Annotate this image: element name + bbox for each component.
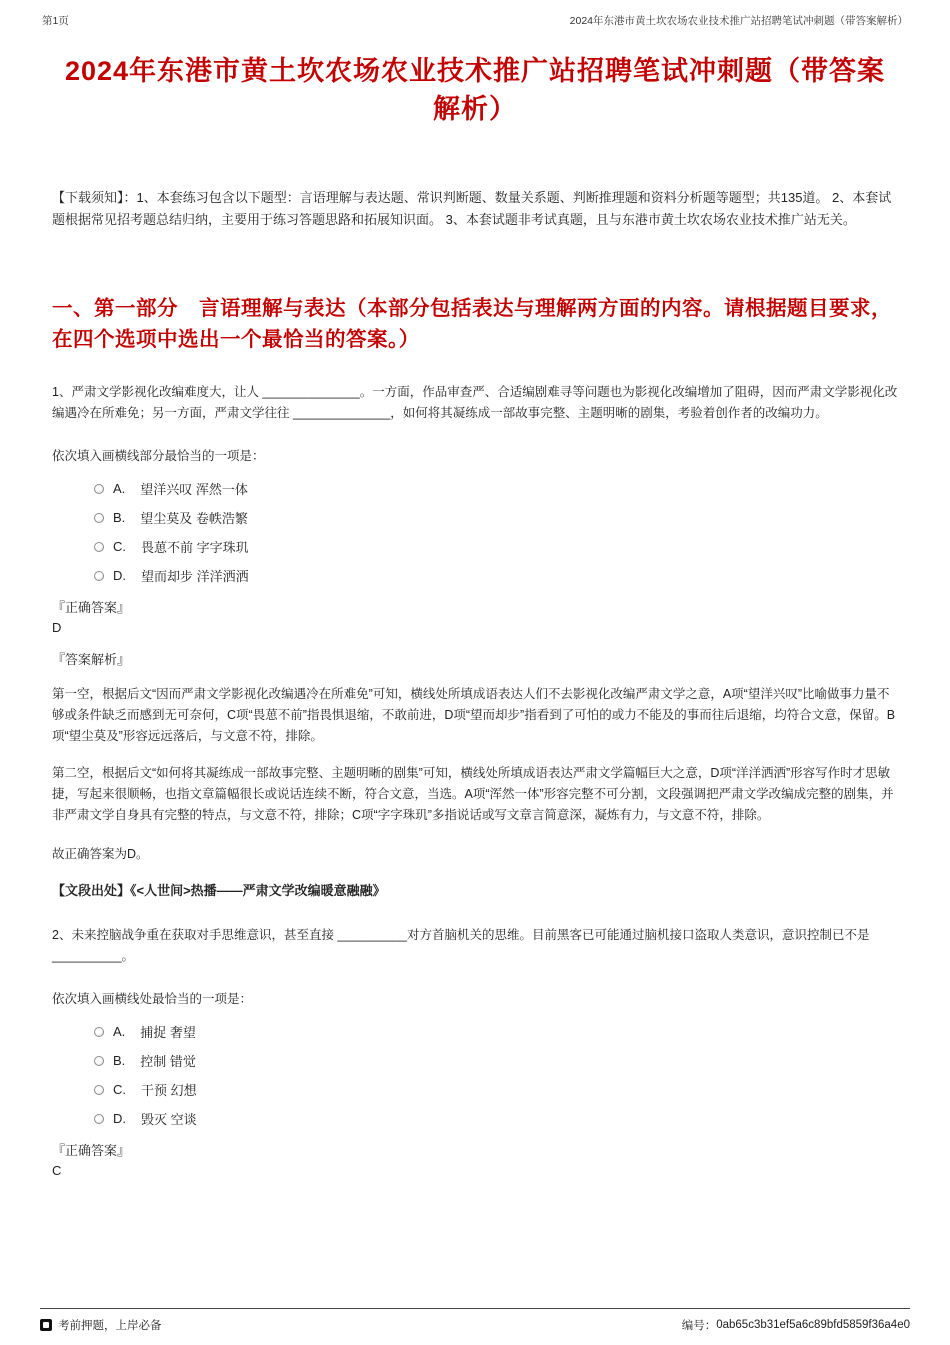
passage-source: 【文段出处】《<人世间>热播——严肃文学改编暖意融融》	[52, 883, 386, 899]
option-row-d[interactable]	[94, 1109, 898, 1128]
radio-icon[interactable]	[94, 1056, 104, 1066]
option-row-a[interactable]	[94, 1022, 898, 1041]
options-list	[94, 1022, 898, 1128]
option-label: B.	[113, 510, 126, 526]
option-text: 捕捉 奢望	[140, 1025, 196, 1041]
options-list	[94, 479, 898, 585]
page-header	[0, 0, 950, 32]
analysis-paragraph: 第二空，根据后文“如何将其凝练成一部故事完整、主题明晰的剧集”可知，横线处所填成语表达严肃文学篇幅巨大之意，D项“洋洋洒洒”形容写作时才思敏捷，写起来很顺畅，也指文章篇幅很长或说话连续不断，符合文意，当选。A项“浑然一体”形容完整不可分割，文段强调把严肃文学改编成完整的剧集，并非严肃文学自身具有完整的特点，与文意不符，排除；C项“字字珠玑”多指说话或写文章言简意深，凝炼有力，与文意不符，排除。	[52, 766, 894, 823]
page-content	[0, 32, 950, 1308]
fill-prompt: 依次填入画横线部分最恰当的一项是：	[52, 449, 265, 464]
option-row-a[interactable]	[94, 479, 898, 498]
option-text: 望而却步 洋洋洒洒	[141, 569, 249, 585]
option-text: 干预 幻想	[141, 1083, 197, 1099]
footer-right	[682, 1317, 910, 1333]
option-label: C.	[113, 1082, 126, 1098]
option-row-b[interactable]	[94, 508, 898, 527]
section-heading: 一、第一部分 言语理解与表达（本部分包括表达与理解两方面的内容。请根据题目要求，在四个选项中选出一个最恰当的答案。）	[52, 296, 892, 352]
option-label: A.	[113, 1024, 126, 1040]
header-page-number: 第1页	[42, 15, 69, 27]
header-doc-title: 2024年东港市黄土坎农场农业技术推广站招聘笔试冲刺题（带答案解析）	[569, 15, 908, 27]
option-text: 望洋兴叹 浑然一体	[140, 482, 248, 498]
option-row-c[interactable]	[94, 537, 898, 556]
footer-serial-label: 编号：	[681, 1320, 717, 1332]
fill-prompt: 依次填入画横线处最恰当的一项是：	[52, 992, 253, 1007]
radio-icon[interactable]	[94, 513, 104, 523]
option-label: D.	[113, 1111, 126, 1127]
footer-serial-value: 0ab65c3b31ef5a6c89bfd5859f36a4e0	[716, 1319, 910, 1331]
correct-answer-value: D	[52, 620, 62, 636]
radio-icon[interactable]	[94, 1085, 104, 1095]
radio-icon[interactable]	[94, 571, 104, 581]
option-label: A.	[113, 481, 126, 497]
radio-icon[interactable]	[94, 1027, 104, 1037]
option-text: 望尘莫及 卷帙浩繁	[140, 511, 248, 527]
download-notice: 【下载须知】：1、本套练习包含以下题型：言语理解与表达题、常识判断题、数量关系题、判断推理题和资料分析题等题型；共135道。 2、本套试题根据常见招考题总结归纳，主要用于练习答题思路和拓展知识面。 3、本套试题非考试真题，且与东港市黄土坎农场农业技术推广站无关。	[52, 189, 892, 227]
option-row-c[interactable]	[94, 1080, 898, 1099]
option-label: D.	[113, 568, 126, 584]
option-text: 控制 错觉	[140, 1054, 196, 1070]
option-text: 毁灭 空谈	[141, 1112, 197, 1128]
analysis-label: 『答案解析』	[52, 652, 131, 668]
radio-icon[interactable]	[94, 1114, 104, 1124]
correct-answer-label: 『正确答案』	[52, 600, 131, 616]
correct-answer-value: C	[52, 1163, 62, 1179]
option-label: C.	[113, 539, 126, 555]
page-title: 2024年东港市黄土坎农场农业技术推广站招聘笔试冲刺题（带答案解析）	[64, 56, 886, 125]
option-row-b[interactable]	[94, 1051, 898, 1070]
stamp-icon	[40, 1319, 52, 1331]
radio-icon[interactable]	[94, 542, 104, 552]
question-block-2	[52, 925, 898, 1178]
question-stem: 2、未来控脑战争重在获取对手思维意识，甚至直接 __________对方首脑机关的思维。目前黑客已可能通过脑机接口盗取人类意识，意识控制已不是 __________。	[52, 928, 870, 964]
question-block-1	[52, 382, 898, 899]
option-row-d[interactable]	[94, 566, 898, 585]
footer-left	[40, 1317, 162, 1333]
page-footer	[40, 1308, 910, 1333]
option-text: 畏葸不前 字字珠玑	[141, 540, 249, 556]
answer-conclusion: 故正确答案为D。	[52, 847, 149, 862]
option-label: B.	[113, 1053, 126, 1069]
correct-answer-label: 『正确答案』	[52, 1143, 131, 1159]
question-stem: 1、严肃文学影视化改编难度大，让人 ______________。一方面，作品审查严、合适编剧难寻等问题也为影视化改编增加了阻碍，因而严肃文学影视化改编遇冷在所难免；另一方面，严肃文学往往 ______________，如何将其凝练成一部故事完整、主题明晰的剧集，考验着创作者的改编功力。	[52, 385, 898, 421]
footer-slogan: 考前押题，上岸必备	[58, 1320, 162, 1332]
analysis-paragraph: 第一空，根据后文“因而严肃文学影视化改编遇冷在所难免”可知，横线处所填成语表达人们不去影视化改编严肃文学之意，A项“望洋兴叹”比喻做事力量不够或条件缺乏而感到无可奈何，C项“畏葸不前”指畏惧退缩，不敢前进，D项“望而却步”指看到了可怕的或力不能及的事而往后退缩，均符合文意，保留。B项“望尘莫及”形容远远落后，与文意不符，排除。	[52, 687, 896, 744]
radio-icon[interactable]	[94, 484, 104, 494]
